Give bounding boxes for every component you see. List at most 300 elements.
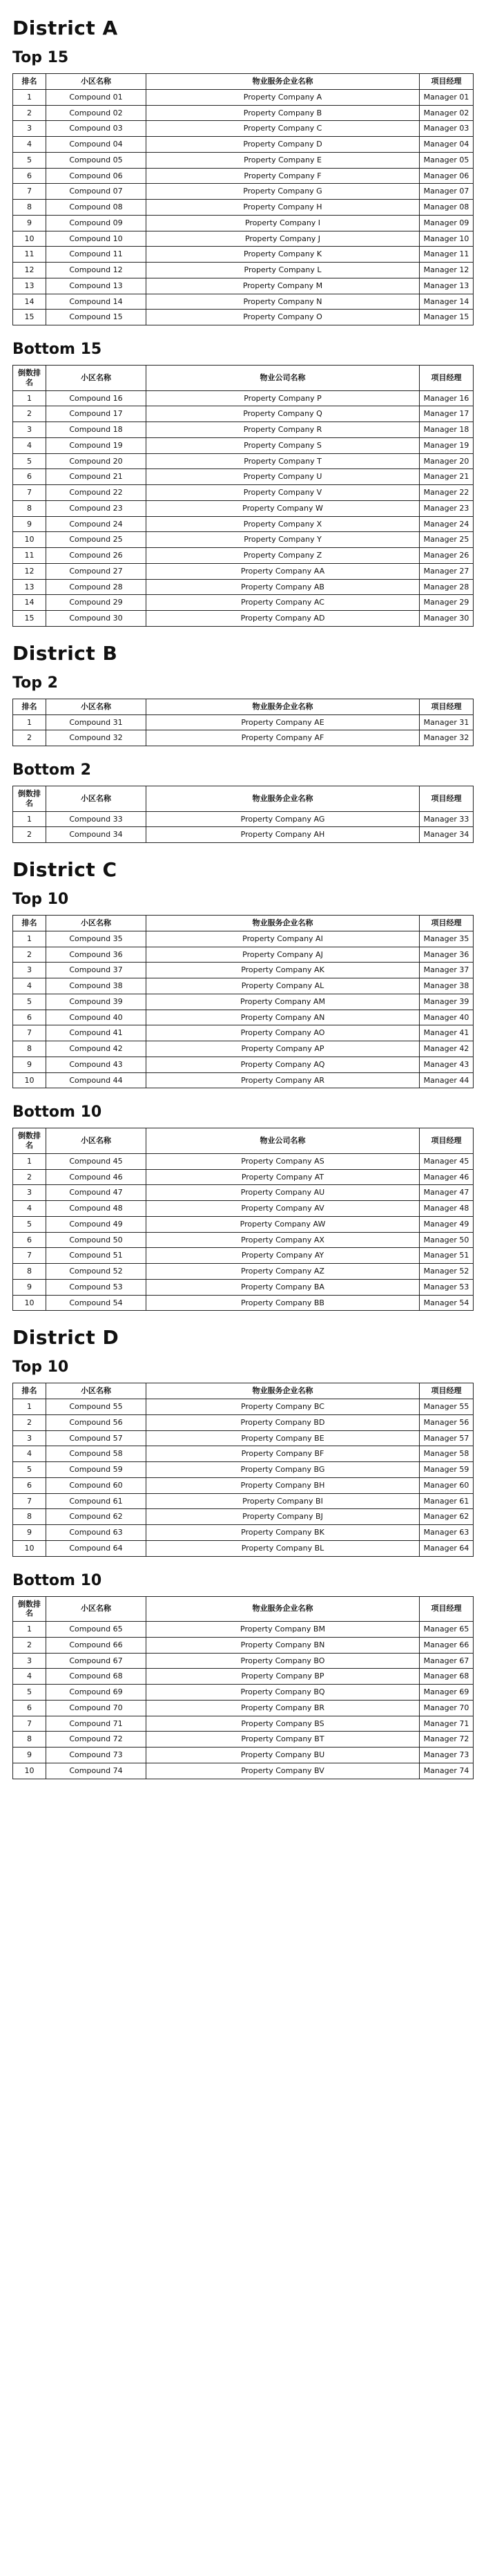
table-row [13, 1072, 474, 1088]
company-cell: Property Company BF [146, 1446, 420, 1462]
rank-cell: 1 [13, 89, 46, 105]
company-cell: Property Company AH [146, 827, 420, 843]
table-row [13, 994, 474, 1010]
table-row [13, 1041, 474, 1057]
company-cell: Property Company A [146, 89, 420, 105]
company-cell: Property Company S [146, 437, 420, 453]
rank-cell: 7 [13, 1493, 46, 1509]
table-row [13, 1414, 474, 1430]
manager-cell: Manager 74 [420, 1763, 474, 1779]
compound-cell: Compound 21 [46, 469, 146, 485]
rank-cell: 10 [13, 1072, 46, 1088]
rank-cell: 9 [13, 1748, 46, 1763]
company-cell: Property Company BB [146, 1295, 420, 1311]
rank-cell: 2 [13, 947, 46, 963]
manager-cell: Manager 20 [420, 453, 474, 469]
header-manager: 项目经理 [420, 916, 474, 931]
company-cell: Property Company AA [146, 563, 420, 579]
rank-cell: 10 [13, 1540, 46, 1556]
section-title: Top 10 [12, 891, 69, 908]
company-cell: Property Company BA [146, 1279, 420, 1295]
manager-cell: Manager 29 [420, 595, 474, 611]
rank-cell: 3 [13, 1430, 46, 1446]
header-rank-reverse: 倒数排名 [13, 366, 46, 391]
header-manager: 项目经理 [420, 1383, 474, 1399]
company-cell: Property Company AN [146, 1010, 420, 1025]
manager-cell: Manager 03 [420, 121, 474, 137]
manager-cell: Manager 11 [420, 247, 474, 263]
manager-cell: Manager 28 [420, 579, 474, 595]
rank-cell: 10 [13, 1295, 46, 1311]
company-cell: Property Company BK [146, 1525, 420, 1541]
ranking-table [12, 1596, 474, 1779]
company-cell: Property Company AG [146, 811, 420, 827]
table-row [13, 579, 474, 595]
manager-cell: Manager 12 [420, 263, 474, 278]
manager-cell: Manager 55 [420, 1399, 474, 1415]
header-company: 物业公司名称 [146, 366, 420, 391]
table-row [13, 532, 474, 548]
compound-cell: Compound 02 [46, 105, 146, 121]
table-header-row [13, 916, 474, 931]
manager-cell: Manager 37 [420, 963, 474, 978]
table-row [13, 1185, 474, 1201]
manager-cell: Manager 23 [420, 500, 474, 516]
table-row [13, 310, 474, 325]
manager-cell: Manager 53 [420, 1279, 474, 1295]
header-manager: 项目经理 [420, 1128, 474, 1154]
rank-cell: 4 [13, 1201, 46, 1217]
table-row [13, 278, 474, 294]
rank-cell: 7 [13, 184, 46, 200]
table-row [13, 1477, 474, 1493]
company-cell: Property Company X [146, 516, 420, 532]
section-title: Top 10 [12, 1358, 69, 1376]
district-title: District A [12, 17, 118, 39]
manager-cell: Manager 68 [420, 1669, 474, 1685]
table-row [13, 200, 474, 216]
rank-cell: 7 [13, 1025, 46, 1041]
rank-cell: 3 [13, 1653, 46, 1669]
table-row [13, 121, 474, 137]
compound-cell: Compound 60 [46, 1477, 146, 1493]
compound-cell: Compound 41 [46, 1025, 146, 1041]
company-cell: Property Company M [146, 278, 420, 294]
header-name: 小区名称 [46, 1128, 146, 1154]
table-header-row [13, 1383, 474, 1399]
compound-cell: Compound 01 [46, 89, 146, 105]
company-cell: Property Company AU [146, 1185, 420, 1201]
table-row [13, 1700, 474, 1716]
compound-cell: Compound 26 [46, 548, 146, 564]
table-row [13, 1763, 474, 1779]
compound-cell: Compound 17 [46, 406, 146, 422]
compound-cell: Compound 46 [46, 1169, 146, 1185]
table-row [13, 1264, 474, 1280]
compound-cell: Compound 11 [46, 247, 146, 263]
table-row [13, 1201, 474, 1217]
company-cell: Property Company AV [146, 1201, 420, 1217]
rank-cell: 2 [13, 1414, 46, 1430]
table-row [13, 1295, 474, 1311]
manager-cell: Manager 25 [420, 532, 474, 548]
manager-cell: Manager 66 [420, 1637, 474, 1653]
company-cell: Property Company D [146, 137, 420, 153]
company-cell: Property Company V [146, 485, 420, 501]
manager-cell: Manager 21 [420, 469, 474, 485]
compound-cell: Compound 30 [46, 611, 146, 627]
manager-cell: Manager 22 [420, 485, 474, 501]
manager-cell: Manager 39 [420, 994, 474, 1010]
rank-cell: 3 [13, 1185, 46, 1201]
section-title: Bottom 10 [12, 1104, 102, 1121]
table-row [13, 1430, 474, 1446]
company-cell: Property Company L [146, 263, 420, 278]
table-row [13, 1248, 474, 1264]
company-cell: Property Company BJ [146, 1509, 420, 1525]
table-row [13, 516, 474, 532]
manager-cell: Manager 26 [420, 548, 474, 564]
rank-cell: 1 [13, 1399, 46, 1415]
compound-cell: Compound 04 [46, 137, 146, 153]
table-row [13, 730, 474, 746]
header-name: 小区名称 [46, 366, 146, 391]
compound-cell: Compound 09 [46, 215, 146, 231]
company-cell: Property Company AC [146, 595, 420, 611]
table-row [13, 1399, 474, 1415]
rank-cell: 15 [13, 310, 46, 325]
manager-cell: Manager 18 [420, 422, 474, 438]
company-cell: Property Company AM [146, 994, 420, 1010]
rank-cell: 12 [13, 563, 46, 579]
rank-cell: 9 [13, 1279, 46, 1295]
rank-cell: 7 [13, 1248, 46, 1264]
compound-cell: Compound 74 [46, 1763, 146, 1779]
company-cell: Property Company AB [146, 579, 420, 595]
table-row [13, 1057, 474, 1072]
table-row [13, 811, 474, 827]
manager-cell: Manager 04 [420, 137, 474, 153]
manager-cell: Manager 17 [420, 406, 474, 422]
header-company: 物业服务企业名称 [146, 786, 420, 812]
manager-cell: Manager 06 [420, 168, 474, 184]
rank-cell: 3 [13, 121, 46, 137]
table-row [13, 1716, 474, 1732]
compound-cell: Compound 24 [46, 516, 146, 532]
company-cell: Property Company BV [146, 1763, 420, 1779]
company-cell: Property Company J [146, 231, 420, 247]
rank-cell: 5 [13, 1216, 46, 1232]
compound-cell: Compound 57 [46, 1430, 146, 1446]
manager-cell: Manager 24 [420, 516, 474, 532]
header-company: 物业服务企业名称 [146, 916, 420, 931]
manager-cell: Manager 31 [420, 714, 474, 730]
rank-cell: 14 [13, 294, 46, 310]
section-title: Bottom 10 [12, 1571, 102, 1589]
compound-cell: Compound 72 [46, 1732, 146, 1748]
rank-cell: 5 [13, 453, 46, 469]
manager-cell: Manager 64 [420, 1540, 474, 1556]
company-cell: Property Company BL [146, 1540, 420, 1556]
compound-cell: Compound 61 [46, 1493, 146, 1509]
rank-cell: 8 [13, 1264, 46, 1280]
compound-cell: Compound 68 [46, 1669, 146, 1685]
company-cell: Property Company AZ [146, 1264, 420, 1280]
table-row [13, 437, 474, 453]
rank-cell: 4 [13, 137, 46, 153]
manager-cell: Manager 30 [420, 611, 474, 627]
compound-cell: Compound 42 [46, 1041, 146, 1057]
compound-cell: Compound 27 [46, 563, 146, 579]
manager-cell: Manager 08 [420, 200, 474, 216]
rank-cell: 5 [13, 152, 46, 168]
header-rank: 排名 [13, 699, 46, 714]
manager-cell: Manager 45 [420, 1153, 474, 1169]
manager-cell: Manager 09 [420, 215, 474, 231]
compound-cell: Compound 36 [46, 947, 146, 963]
compound-cell: Compound 44 [46, 1072, 146, 1088]
manager-cell: Manager 73 [420, 1748, 474, 1763]
rank-cell: 14 [13, 595, 46, 611]
table-row [13, 1169, 474, 1185]
manager-cell: Manager 36 [420, 947, 474, 963]
company-cell: Property Company BR [146, 1700, 420, 1716]
compound-cell: Compound 59 [46, 1462, 146, 1478]
compound-cell: Compound 49 [46, 1216, 146, 1232]
ranking-table [12, 1128, 474, 1311]
manager-cell: Manager 57 [420, 1430, 474, 1446]
rank-cell: 1 [13, 1622, 46, 1638]
rank-cell: 6 [13, 168, 46, 184]
rank-cell: 2 [13, 827, 46, 843]
header-manager: 项目经理 [420, 1596, 474, 1622]
company-cell: Property Company BD [146, 1414, 420, 1430]
manager-cell: Manager 49 [420, 1216, 474, 1232]
header-manager: 项目经理 [420, 699, 474, 714]
compound-cell: Compound 66 [46, 1637, 146, 1653]
rank-cell: 15 [13, 611, 46, 627]
header-manager: 项目经理 [420, 366, 474, 391]
rank-cell: 9 [13, 516, 46, 532]
manager-cell: Manager 65 [420, 1622, 474, 1638]
rank-cell: 8 [13, 500, 46, 516]
rank-cell: 4 [13, 437, 46, 453]
table-row [13, 947, 474, 963]
manager-cell: Manager 33 [420, 811, 474, 827]
ranking-table [12, 73, 474, 325]
rank-cell: 1 [13, 1153, 46, 1169]
company-cell: Property Company Y [146, 532, 420, 548]
ranking-table [12, 699, 474, 746]
ranking-table [12, 915, 474, 1088]
manager-cell: Manager 27 [420, 563, 474, 579]
table-row [13, 963, 474, 978]
manager-cell: Manager 46 [420, 1169, 474, 1185]
rank-cell: 4 [13, 1669, 46, 1685]
manager-cell: Manager 41 [420, 1025, 474, 1041]
header-name: 小区名称 [46, 1383, 146, 1399]
rank-cell: 9 [13, 215, 46, 231]
compound-cell: Compound 43 [46, 1057, 146, 1072]
compound-cell: Compound 07 [46, 184, 146, 200]
table-row [13, 1669, 474, 1685]
table-row [13, 168, 474, 184]
manager-cell: Manager 02 [420, 105, 474, 121]
company-cell: Property Company B [146, 105, 420, 121]
compound-cell: Compound 67 [46, 1653, 146, 1669]
rank-cell: 1 [13, 390, 46, 406]
company-cell: Property Company BH [146, 1477, 420, 1493]
company-cell: Property Company AJ [146, 947, 420, 963]
compound-cell: Compound 69 [46, 1685, 146, 1701]
header-company: 物业公司名称 [146, 1128, 420, 1154]
company-cell: Property Company AS [146, 1153, 420, 1169]
table-row [13, 485, 474, 501]
table-header-row [13, 699, 474, 714]
table-row [13, 931, 474, 947]
rank-cell: 10 [13, 1763, 46, 1779]
rank-cell: 1 [13, 714, 46, 730]
manager-cell: Manager 07 [420, 184, 474, 200]
compound-cell: Compound 58 [46, 1446, 146, 1462]
district-c [12, 858, 474, 1311]
company-cell: Property Company BC [146, 1399, 420, 1415]
header-name: 小区名称 [46, 699, 146, 714]
district-a [12, 17, 474, 627]
rank-cell: 9 [13, 1057, 46, 1072]
district-d [12, 1326, 474, 1779]
table-row [13, 1446, 474, 1462]
header-company: 物业服务企业名称 [146, 699, 420, 714]
table-row [13, 1685, 474, 1701]
rank-cell: 5 [13, 1685, 46, 1701]
compound-cell: Compound 70 [46, 1700, 146, 1716]
manager-cell: Manager 40 [420, 1010, 474, 1025]
compound-cell: Compound 45 [46, 1153, 146, 1169]
compound-cell: Compound 06 [46, 168, 146, 184]
compound-cell: Compound 31 [46, 714, 146, 730]
manager-cell: Manager 60 [420, 1477, 474, 1493]
compound-cell: Compound 10 [46, 231, 146, 247]
rank-cell: 11 [13, 548, 46, 564]
manager-cell: Manager 16 [420, 390, 474, 406]
company-cell: Property Company BP [146, 1669, 420, 1685]
header-name: 小区名称 [46, 786, 146, 812]
table-row [13, 469, 474, 485]
company-cell: Property Company F [146, 168, 420, 184]
company-cell: Property Company BM [146, 1622, 420, 1638]
company-cell: Property Company AT [146, 1169, 420, 1185]
compound-cell: Compound 29 [46, 595, 146, 611]
header-rank-reverse: 倒数排名 [13, 1128, 46, 1154]
compound-cell: Compound 38 [46, 978, 146, 994]
table-row [13, 1540, 474, 1556]
rank-cell: 8 [13, 1509, 46, 1525]
compound-cell: Compound 13 [46, 278, 146, 294]
table-row [13, 611, 474, 627]
rank-cell: 1 [13, 811, 46, 827]
compound-cell: Compound 05 [46, 152, 146, 168]
ranking-table [12, 1383, 474, 1556]
rank-cell: 8 [13, 200, 46, 216]
table-row [13, 563, 474, 579]
company-cell: Property Company AI [146, 931, 420, 947]
rank-cell: 11 [13, 247, 46, 263]
compound-cell: Compound 39 [46, 994, 146, 1010]
rank-cell: 2 [13, 1637, 46, 1653]
manager-cell: Manager 38 [420, 978, 474, 994]
manager-cell: Manager 70 [420, 1700, 474, 1716]
company-cell: Property Company AW [146, 1216, 420, 1232]
rank-cell: 3 [13, 422, 46, 438]
manager-cell: Manager 69 [420, 1685, 474, 1701]
table-row [13, 231, 474, 247]
compound-cell: Compound 16 [46, 390, 146, 406]
compound-cell: Compound 19 [46, 437, 146, 453]
compound-cell: Compound 55 [46, 1399, 146, 1415]
rank-cell: 6 [13, 1232, 46, 1248]
manager-cell: Manager 14 [420, 294, 474, 310]
rank-cell: 3 [13, 963, 46, 978]
manager-cell: Manager 13 [420, 278, 474, 294]
compound-cell: Compound 33 [46, 811, 146, 827]
table-row [13, 1509, 474, 1525]
rank-cell: 2 [13, 1169, 46, 1185]
company-cell: Property Company R [146, 422, 420, 438]
table-row [13, 1010, 474, 1025]
table-row [13, 1637, 474, 1653]
table-row [13, 978, 474, 994]
company-cell: Property Company AE [146, 714, 420, 730]
manager-cell: Manager 67 [420, 1653, 474, 1669]
compound-cell: Compound 71 [46, 1716, 146, 1732]
compound-cell: Compound 35 [46, 931, 146, 947]
rank-cell: 1 [13, 931, 46, 947]
company-cell: Property Company BS [146, 1716, 420, 1732]
company-cell: Property Company Q [146, 406, 420, 422]
company-cell: Property Company I [146, 215, 420, 231]
compound-cell: Compound 12 [46, 263, 146, 278]
header-rank: 排名 [13, 1383, 46, 1399]
compound-cell: Compound 50 [46, 1232, 146, 1248]
rank-cell: 4 [13, 1446, 46, 1462]
section-title: Bottom 2 [12, 761, 91, 779]
manager-cell: Manager 63 [420, 1525, 474, 1541]
header-rank: 排名 [13, 916, 46, 931]
rank-cell: 6 [13, 1010, 46, 1025]
company-cell: Property Company U [146, 469, 420, 485]
manager-cell: Manager 50 [420, 1232, 474, 1248]
manager-cell: Manager 15 [420, 310, 474, 325]
table-row [13, 1279, 474, 1295]
table-row [13, 714, 474, 730]
header-manager: 项目经理 [420, 74, 474, 90]
compound-cell: Compound 28 [46, 579, 146, 595]
rank-cell: 6 [13, 1477, 46, 1493]
table-row [13, 453, 474, 469]
table-header-row [13, 74, 474, 90]
rank-cell: 12 [13, 263, 46, 278]
ranking-table [12, 365, 474, 627]
compound-cell: Compound 37 [46, 963, 146, 978]
table-row [13, 184, 474, 200]
header-manager: 项目经理 [420, 786, 474, 812]
manager-cell: Manager 58 [420, 1446, 474, 1462]
table-row [13, 1493, 474, 1509]
compound-cell: Compound 56 [46, 1414, 146, 1430]
company-cell: Property Company AY [146, 1248, 420, 1264]
table-row [13, 152, 474, 168]
